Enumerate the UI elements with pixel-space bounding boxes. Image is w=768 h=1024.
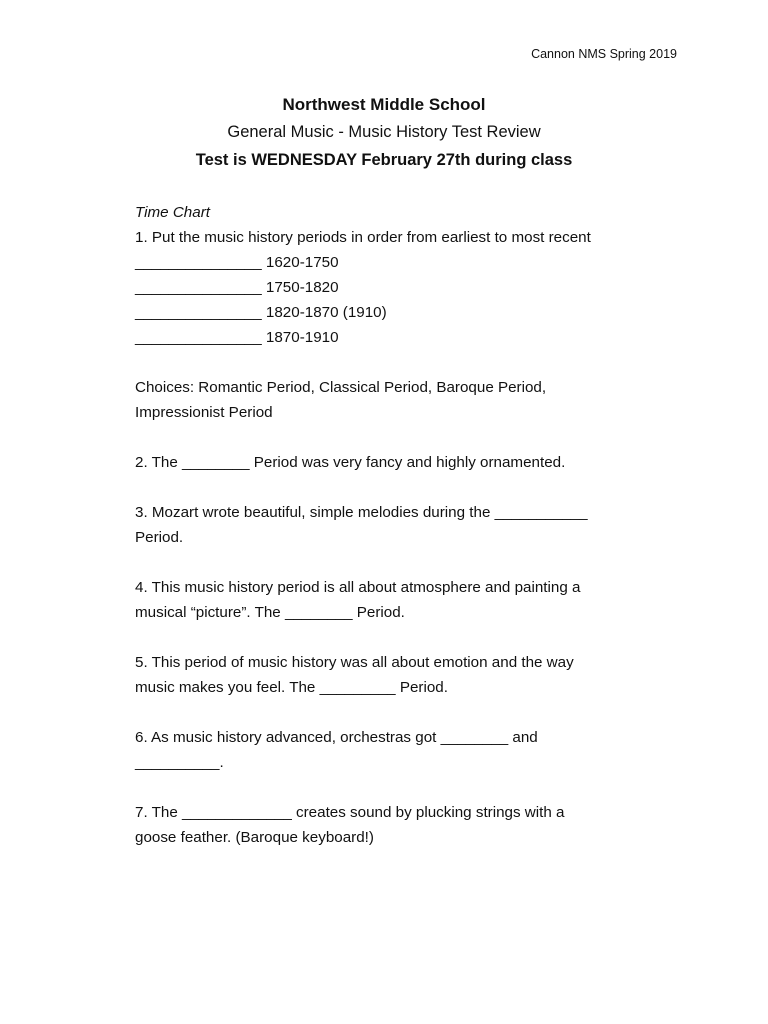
question-line: 5. This period of music history was all about emotion and the way bbox=[135, 654, 574, 671]
period-blank-line: _______________ 1620-1750 bbox=[135, 254, 339, 271]
question-1 bbox=[135, 225, 675, 350]
period-blank-line: _______________ 1750-1820 bbox=[135, 279, 339, 296]
spacer bbox=[135, 475, 675, 500]
question-4 bbox=[135, 575, 675, 625]
question-5 bbox=[135, 650, 675, 700]
question-1-prompt: 1. Put the music history periods in order from earliest to most recent bbox=[135, 229, 591, 246]
question-6 bbox=[135, 725, 675, 775]
question-line: musical “picture”. The ________ Period. bbox=[135, 604, 405, 621]
header-note: Cannon NMS Spring 2019 bbox=[531, 47, 677, 61]
question-line: 7. The _____________ creates sound by plucking strings with a bbox=[135, 804, 565, 821]
spacer bbox=[135, 550, 675, 575]
choices-line: Impressionist Period bbox=[135, 404, 273, 421]
question-line: music makes you feel. The _________ Period. bbox=[135, 679, 448, 696]
section-label: Time Chart bbox=[135, 204, 210, 221]
spacer bbox=[135, 425, 675, 450]
period-blank-line: _______________ 1870-1910 bbox=[135, 329, 339, 346]
question-2: 2. The ________ Period was very fancy and highly ornamented. bbox=[135, 454, 566, 471]
question-7 bbox=[135, 800, 675, 850]
spacer bbox=[135, 350, 675, 375]
question-line: __________. bbox=[135, 754, 224, 771]
question-line: 6. As music history advanced, orchestras got ________ and bbox=[135, 729, 538, 746]
question-line: goose feather. (Baroque keyboard!) bbox=[135, 829, 374, 846]
school-name: Northwest Middle School bbox=[282, 95, 486, 114]
question-line: 4. This music history period is all about atmosphere and painting a bbox=[135, 579, 581, 596]
period-blank-line: _______________ 1820-1870 (1910) bbox=[135, 304, 387, 321]
question-line: 3. Mozart wrote beautiful, simple melodies during the ___________ bbox=[135, 504, 588, 521]
question-3 bbox=[135, 500, 675, 550]
title-block bbox=[0, 92, 768, 174]
spacer bbox=[135, 625, 675, 650]
worksheet-content bbox=[135, 200, 675, 850]
course-title: General Music - Music History Test Review bbox=[227, 123, 541, 141]
test-date-notice: Test is WEDNESDAY February 27th during class bbox=[195, 151, 573, 169]
question-line: Period. bbox=[135, 529, 184, 546]
choices-line: Choices: Romantic Period, Classical Period, Baroque Period, bbox=[135, 379, 547, 396]
choices-list bbox=[135, 375, 675, 425]
spacer bbox=[135, 775, 675, 800]
spacer bbox=[135, 700, 675, 725]
